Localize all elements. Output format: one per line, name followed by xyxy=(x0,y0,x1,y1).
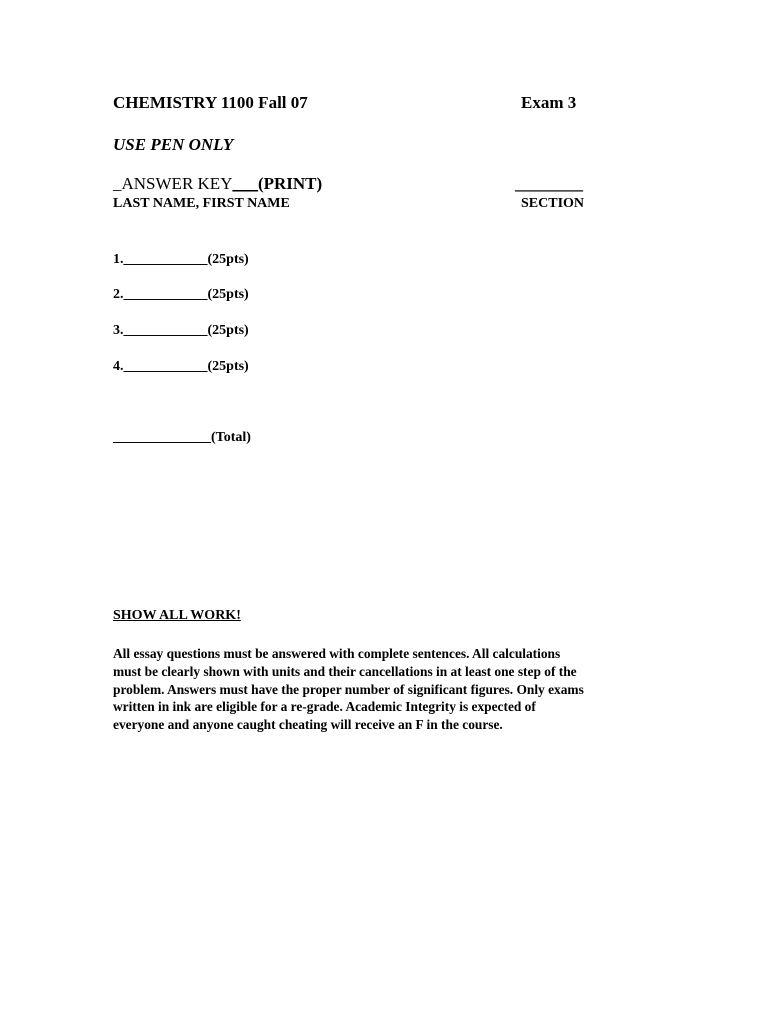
name-blank: ___ xyxy=(232,174,258,193)
instructions-paragraph xyxy=(113,645,673,734)
instructions-line: must be clearly shown with units and their cancellations in at least one step of the xyxy=(113,663,577,679)
instructions-line: All essay questions must be answered with complete sentences. All calculations xyxy=(113,646,561,661)
pen-only-note: USE PEN ONLY xyxy=(113,135,234,154)
score-row-3: 3.____________(25pts) xyxy=(113,323,249,338)
score-row-4: 4.____________(25pts) xyxy=(113,359,249,374)
exam-title: Exam 3 xyxy=(521,93,577,112)
show-all-work-heading: SHOW ALL WORK! xyxy=(113,608,241,623)
instructions-line: problem. Answers must have the proper number of significant figures. Only exams xyxy=(113,681,584,697)
score-row-1: 1.____________(25pts) xyxy=(113,252,249,267)
name-line xyxy=(113,174,322,194)
answer-key-text: _ANSWER KEY xyxy=(113,174,233,193)
course-title: CHEMISTRY 1100 Fall 07 xyxy=(113,93,308,112)
section-blank: ________ xyxy=(515,174,583,193)
print-label: (PRINT) xyxy=(257,174,323,193)
score-row-2: 2.____________(25pts) xyxy=(113,287,249,302)
instructions-line: everyone and anyone caught cheating will receive an F in the course. xyxy=(113,717,503,733)
name-caption: LAST NAME, FIRST NAME xyxy=(113,196,290,211)
total-row: ______________(Total) xyxy=(113,430,251,445)
section-caption: SECTION xyxy=(521,196,585,211)
instructions-line: written in ink are eligible for a re-grade. Academic Integrity is expected of xyxy=(113,699,536,715)
